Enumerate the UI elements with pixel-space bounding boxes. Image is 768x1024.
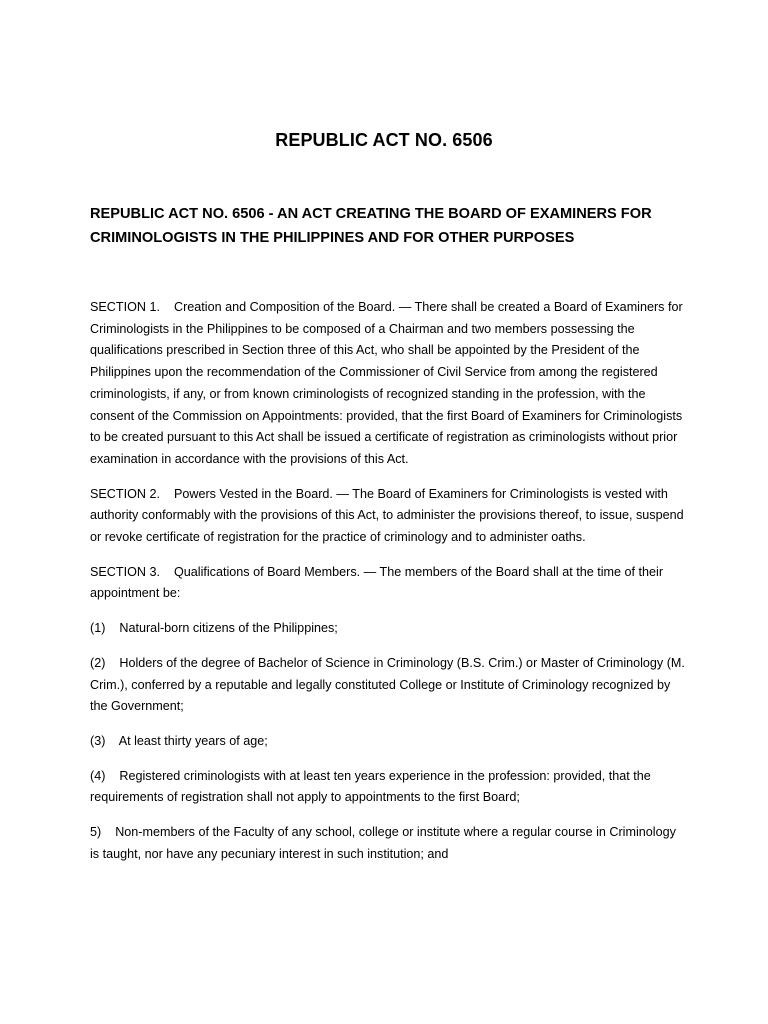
section-2-paragraph [90, 484, 688, 549]
paragraph-text: Creation and Composition of the Board. — There shall be created a Board of Examiners for Criminologists in the Philippines to be composed of a Chairman and two members possessing the qualifications prescribed in Section three of this Act, who shall be appointed by the President of the Philippines upon the recommendation of the Commissioner of Civil Service from among the registered criminologists, if any, or from known criminologists of recognized standing in the profession, with the consent of the Commission on Appointments: provided, that the first Board of Examiners for Criminologists to be created pursuant to this Act shall be issued a certificate of registration as criminologists without prior examination in accordance with the provisions of this Act. [90, 300, 683, 466]
item-number: (3) [90, 733, 119, 748]
document-subtitle: REPUBLIC ACT NO. 6506 - AN ACT CREATING THE BOARD OF EXAMINERS FOR CRIMINOLOGISTS IN THE PHILIPPINES AND FOR OTHER PURPOSES [90, 206, 652, 246]
paragraph-text: Qualifications of Board Members. — The members of the Board shall at the time of their appointment be: [90, 564, 664, 601]
item-number: 5) [90, 825, 116, 840]
item-text: Registered criminologists with at least ten years experience in the profession: provided, that the requirements of registration shall not apply to appointments to the first Board; [90, 768, 651, 805]
paragraph-lead: SECTION 2. [90, 486, 174, 501]
item-number: (4) [90, 768, 120, 783]
document-title: REPUBLIC ACT NO. 6506 [275, 130, 493, 150]
paragraph-lead: SECTION 1. [90, 300, 174, 314]
qualification-item-1 [90, 618, 688, 640]
item-text: Natural-born citizens of the Philippines; [119, 621, 338, 636]
qualification-item-5 [90, 822, 688, 865]
paragraph-text: Powers Vested in the Board. — The Board of Examiners for Criminologists is vested with authority conformably with the provisions of this Act, to administer the provisions thereof, to issue, suspend or revoke certificate of registration for the practice of criminology and to administer oaths. [90, 486, 684, 545]
qualification-item-3 [90, 731, 688, 753]
section-3-paragraph [90, 562, 688, 605]
paragraph-lead: SECTION 3. [90, 564, 174, 579]
item-text: Non-members of the Faculty of any school, college or institute where a regular course in Criminology is taught, nor have any pecuniary interest in such institution; and [90, 825, 676, 861]
document-body [90, 297, 688, 878]
item-text: Holders of the degree of Bachelor of Science in Criminology (B.S. Crim.) or Master of Criminology (M. Crim.), conferred by a reputable and legally constituted College or Institute of Criminology recognized by the Government; [90, 655, 685, 714]
section-1-paragraph [90, 297, 688, 471]
item-text: At least thirty years of age; [118, 733, 268, 748]
item-number: (1) [90, 621, 120, 636]
qualification-item-4 [90, 766, 688, 809]
item-number: (2) [90, 655, 120, 670]
qualification-item-2 [90, 653, 688, 718]
